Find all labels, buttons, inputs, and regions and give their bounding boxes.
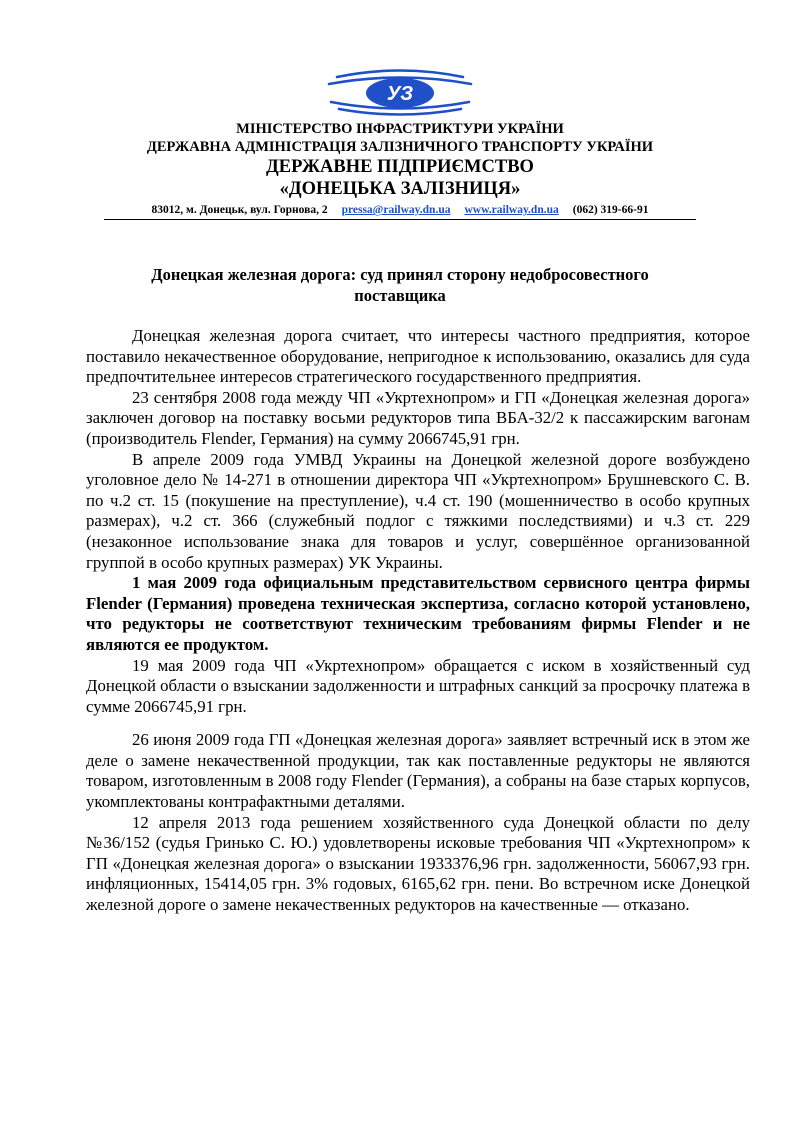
address: 83012, м. Донецьк, вул. Горнова, 2 bbox=[151, 204, 328, 216]
header-divider bbox=[104, 219, 696, 220]
contacts-line bbox=[0, 202, 800, 218]
uz-logo bbox=[323, 62, 477, 120]
article-body bbox=[86, 326, 750, 916]
uz-logo-text: УЗ bbox=[386, 83, 414, 105]
ministry-heading: МІНІСТЕРСТВО ІНФРАСТРИКТУРИ УКРАЇНИ bbox=[236, 121, 564, 137]
article-title: Донецкая железная дорога: суд принял сторону недобросовестного поставщика bbox=[151, 265, 649, 305]
email-link[interactable]: pressa@railway.dn.ua bbox=[341, 204, 451, 216]
paragraph-bold: 1 мая 2009 года официальным представительством сервисного центра фирмы Flender (Германия) проведена техническая экспертиза, согласно которой установлено, что редукторы не соответствуют техническим требованиям фирмы Flender и не являются ее продуктом. bbox=[86, 573, 750, 654]
uz-logo-icon bbox=[323, 62, 477, 120]
administration-heading: ДЕРЖАВНА АДМІНІСТРАЦІЯ ЗАЛІЗНИЧНОГО ТРАНСПОРТУ УКРАЇНИ bbox=[146, 139, 654, 155]
paragraph: Донецкая железная дорога считает, что интересы частного предприятия, которое поставило некачественное оборудование, непригодное к использованию, оказались для суда предпочтительнее интересов стратегического государственного предприятия. bbox=[86, 326, 750, 387]
paragraph: 19 мая 2009 года ЧП «Укртехнопром» обращается с иском в хозяйственный суд Донецкой области о взыскании задолженности и штрафных санкций за просрочку платежа в сумме 2066745,91 грн. bbox=[86, 655, 750, 716]
phone: (062) 319-66-91 bbox=[572, 204, 649, 216]
paragraph: В апреле 2009 года УМВД Украины на Донецкой железной дороге возбуждено уголовное дело № 14-271 в отношении директора ЧП «Укртехнопром» Брушневского С. В. по ч.2 ст. 15 (покушение на преступление), ч.4 ст. 190 (мошенничество в особо крупных размерах), ч.2 ст. 366 (служебный подлог с тяжкими последствиями) и ч.3 ст. 229 (незаконное использование знака для товаров и услуг, совершённое организованной группой в особо крупных размерах) УК Украины. bbox=[86, 449, 750, 572]
website-link[interactable]: www.railway.dn.ua bbox=[464, 204, 559, 216]
paragraph: 26 июня 2009 года ГП «Донецкая железная дорога» заявляет встречный иск в этом же деле о замене некачественной продукции, так как поставленные редукторы не являются товаром, изготовленным в 2008 году Flender (Германия), а собраны на базе старых корпусов, укомплектованы контрафактными деталями. bbox=[86, 730, 750, 812]
paragraph: 23 сентября 2008 года между ЧП «Укртехнопром» и ГП «Донецкая железная дорога» заключен договор на поставку восьми редукторов типа ВБА-32/2 к пассажирским вагонам (производитель Flender, Германия) на сумму 2066745,91 грн. bbox=[86, 387, 750, 448]
railway-name-heading: «ДОНЕЦЬКА ЗАЛІЗНИЦЯ» bbox=[279, 179, 521, 199]
paragraph: 12 апреля 2013 года решением хозяйственного суда Донецкой области по делу №36/152 (судья Гринько С. Ю.) удовлетворены исковые требования ЧП «Укртехнопром» к ГП «Донецкая железная дорога» о взыскании 1933376,96 грн. задолженности, 56067,93 грн. инфляционных, 15414,05 грн. 3% годовых, 6165,62 грн. пени. Во встречном иске Донецкой железной дороге о замене некачественных редукторов на качественные — отказано. bbox=[86, 812, 750, 915]
enterprise-heading: ДЕРЖАВНЕ ПІДПРИЄМСТВО bbox=[266, 157, 534, 177]
